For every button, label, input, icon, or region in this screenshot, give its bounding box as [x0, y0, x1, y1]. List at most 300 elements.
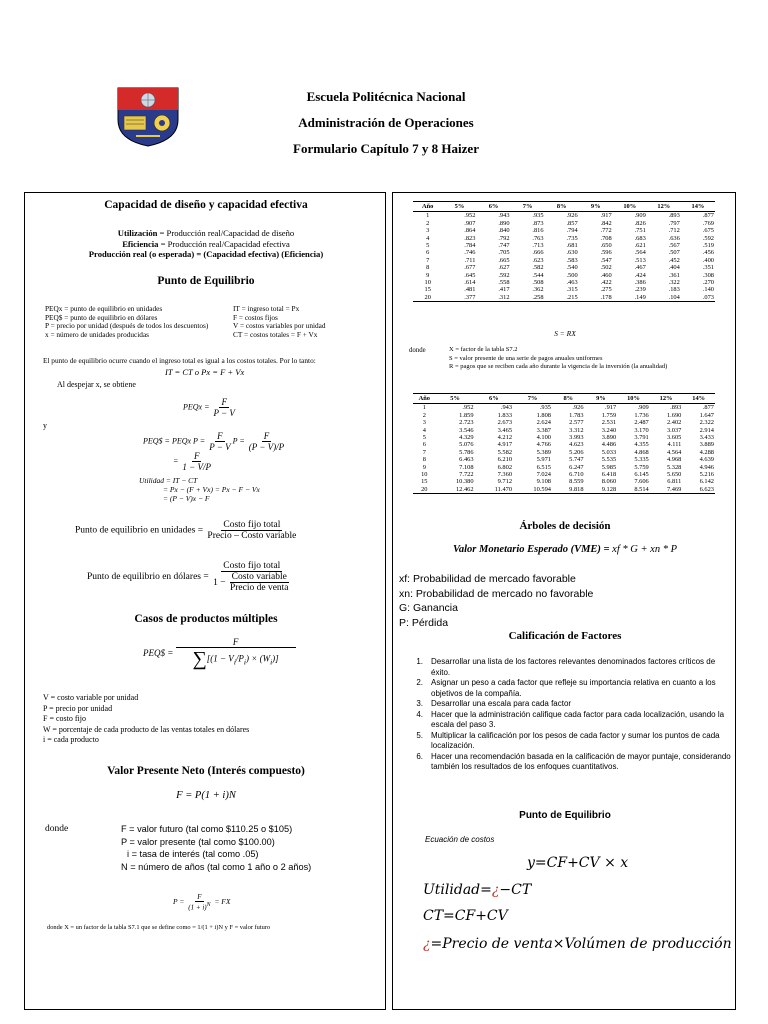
table-cell: .746: [464, 249, 476, 257]
table-cell: .857: [566, 219, 578, 227]
table-cell: 6: [426, 249, 430, 257]
table-cell: 1.647: [699, 411, 714, 419]
university-logo: [116, 86, 180, 148]
def-item: P = precio por unidad (después de todos los descuentos): [45, 321, 209, 331]
table-cell: .567: [668, 242, 680, 250]
table-cell: .275: [600, 286, 612, 294]
table-cell: .712: [668, 227, 680, 235]
table-row: [413, 441, 715, 448]
table-cell: .826: [634, 219, 646, 227]
table-header: 7%: [513, 394, 552, 404]
table-cell: .558: [498, 279, 510, 287]
table-cell: .073: [681, 294, 715, 302]
table-cell: 1.859: [459, 411, 474, 419]
breakeven-equation: IT = CT o Px = F + Vx: [165, 367, 245, 377]
table-cell: 1.759: [601, 411, 617, 419]
table-cell: 5.985: [601, 463, 617, 471]
def-item: PEQ$ = punto de equilibrio en dólares: [45, 312, 158, 322]
table-cell: 9.818: [552, 486, 585, 494]
table-cell: 5.033: [601, 448, 617, 456]
table-header: 9%: [585, 394, 618, 404]
table-cell: 2.673: [497, 419, 513, 427]
multi-def-item: W = porcentaje de cada producto de las ventas totales en dólares: [43, 724, 250, 734]
table-cell: 7.469: [650, 486, 683, 494]
left-column: [24, 192, 386, 1010]
table-row: [413, 264, 715, 271]
table-cell: 9: [426, 271, 430, 279]
pv-lhs: P =: [173, 896, 185, 906]
list-item: 2. Asignar un peso a cada factor que refleje su importancia relativa en cuanto a los objetivos de la compañía.: [397, 678, 731, 699]
multi-product-definitions: [43, 693, 249, 746]
step-text: Desarrollar una escala para cada factor: [431, 699, 572, 708]
table-cell: 4.212: [497, 434, 513, 442]
table-cell: .873: [532, 219, 544, 227]
table-cell: .636: [668, 234, 680, 242]
table-cell: 2.577: [569, 419, 584, 427]
table-header: 12%: [650, 394, 683, 404]
table-cell: 2.487: [634, 419, 649, 427]
table-cell: 4.917: [497, 441, 513, 449]
table-cell: .564: [634, 249, 646, 257]
table-cell: .792: [498, 234, 510, 242]
table-cell: .481: [464, 286, 476, 294]
table-cell: .952: [464, 212, 476, 220]
table-header: 10%: [613, 202, 647, 212]
table-cell: .507: [668, 249, 680, 257]
present-value-factor-table: [413, 201, 715, 302]
table-row: [413, 404, 715, 412]
utilization-formula: = Producción real/Capacidad de diseño: [157, 228, 295, 238]
table-cell: 5.582: [497, 448, 513, 456]
table-cell: 2.322: [699, 419, 714, 427]
table-cell: 6.463: [459, 456, 474, 464]
table-header: 9%: [579, 202, 613, 212]
annuity-definitions: [449, 346, 667, 372]
table-cell: 6.142: [699, 478, 714, 486]
solve-text: Al despejar x, se obtiene: [57, 380, 136, 389]
table-cell: .675: [702, 227, 714, 235]
header-form-title: Formulario Capítulo 7 y 8 Haizer: [293, 141, 479, 156]
table-cell: .404: [668, 264, 680, 272]
table-cell: 4.623: [569, 441, 584, 449]
table-row: [413, 449, 715, 456]
table-cell: .178: [579, 294, 613, 302]
def-item: CT = costos totales = F + Vx: [233, 329, 318, 339]
peq-dollar-lhs: PEQ$ = PEQx P =: [143, 436, 206, 446]
table-cell: 3.546: [459, 426, 474, 434]
table-cell: 6.210: [497, 456, 513, 464]
table-cell: .665: [498, 256, 510, 264]
total-cost-equation: CT=CF+CV: [423, 908, 508, 924]
table-cell: 6.247: [569, 463, 584, 471]
multi-product-title: Casos de productos múltiples: [134, 613, 278, 625]
table-cell: .582: [532, 264, 544, 272]
table-row: [413, 464, 715, 471]
npv-footnote: donde X = un factor de la tabla S7.1 que se define como = 1/(1 + i)N y F = valor futuro: [47, 924, 271, 931]
variable-item: xn: Probabilidad de mercado no favorable: [399, 587, 594, 600]
table-cell: 4.968: [666, 456, 682, 464]
table-row: [413, 227, 715, 234]
def-item: IT = ingreso total = Px: [233, 304, 300, 313]
table-row: [413, 419, 715, 426]
table-cell: .417: [498, 286, 510, 294]
table-cell: 3.605: [666, 434, 682, 442]
variable-item: G: Ganancia: [399, 602, 458, 614]
table-cell: 8.514: [617, 486, 650, 494]
table-header: 7%: [511, 202, 545, 212]
table-cell: 2.531: [601, 419, 617, 427]
table-cell: .104: [647, 294, 681, 302]
table-cell: .890: [498, 219, 510, 227]
right-column: [392, 192, 736, 1010]
table-cell: .877: [702, 404, 714, 412]
table-cell: .926: [566, 212, 578, 220]
capacity-title: Capacidad de diseño y capacidad efectiva: [104, 199, 308, 211]
table-cell: 7.606: [634, 478, 649, 486]
npv-definitions: [121, 823, 311, 873]
profit-line: Utilidad = IT − CT: [139, 476, 198, 485]
table-header: 5%: [436, 394, 475, 404]
table-cell: .424: [634, 271, 646, 279]
list-item: 4. Hacer que la administración califique cada factor para cada localización, usando la escala del paso 3.: [397, 710, 731, 731]
table-cell: 3: [426, 227, 430, 235]
table-cell: 4.288: [699, 448, 714, 456]
table-header: 6%: [476, 202, 510, 212]
table-cell: 6.802: [497, 463, 513, 471]
table-cell: .794: [566, 227, 578, 235]
def-item: x = número de unidades producidas: [45, 329, 150, 339]
table-cell: 6.811: [667, 478, 682, 486]
table-cell: 5.076: [459, 441, 474, 449]
table-cell: 7.108: [459, 463, 474, 471]
step-text: Asignar un peso a cada factor que refleje su importancia relativa en cuanto a los objetivos de la compañía.: [431, 678, 716, 698]
table-cell: 1.808: [536, 411, 551, 419]
breakeven-explanation: El punto de equilibrio ocurre cuando el ingreso total es igual a los costos totales. Por lo tanto:: [43, 356, 316, 365]
table-cell: .893: [668, 212, 680, 220]
table-cell: .400: [702, 256, 714, 264]
table-cell: 6.145: [634, 471, 649, 479]
table-header-row: [413, 394, 715, 404]
multi-def-item: i = cada producto: [43, 735, 99, 744]
multi-product-formula: PEQ$ = $\frac{F}{\sum[(1 - V_i/P_i) \times (W_i)]}$: [143, 637, 296, 671]
table-cell: .362: [532, 286, 544, 294]
table-cell: .621: [634, 242, 646, 250]
table-cell: .386: [634, 279, 646, 287]
table-cell: 6.623: [682, 486, 715, 494]
table-header-row: [413, 202, 715, 212]
step-text: Hacer una recomendación basada en la calificación de mayor puntaje, considerando también los resultados de los enfoques cuantitativos.: [431, 751, 731, 771]
list-item: 3. Desarrollar una escala para cada factor: [416, 699, 572, 708]
table-cell: 15: [421, 478, 428, 486]
table-cell: .519: [702, 242, 714, 250]
breakeven-dollars-formula: Punto de equilibrio en dólares = Costo fijo total 1 − $\frac{\text{Costo variable}}{\text{Precio de venta}}$: [87, 561, 289, 593]
table-cell: .614: [464, 279, 476, 287]
table-cell: 7: [422, 448, 426, 456]
table-cell: .650: [600, 242, 612, 250]
table-cell: .935: [539, 404, 551, 412]
table-row: [413, 412, 715, 419]
table-cell: 4: [426, 234, 430, 242]
production-label: Producción real (o esperada): [88, 249, 195, 259]
table-cell: .460: [600, 271, 612, 279]
breakeven-costs-title: Punto de Equilibrio: [519, 810, 611, 821]
table-cell: .140: [702, 286, 714, 294]
table-cell: .784: [464, 242, 476, 250]
profit-derivation: [139, 477, 260, 503]
table-cell: .816: [532, 227, 544, 235]
table-cell: 5.535: [601, 456, 617, 464]
list-item: 1. Desarrollar una lista de los factores relevantes denominados factores críticos de éxito.: [397, 657, 731, 678]
table-cell: 3.890: [601, 434, 617, 442]
npv-formula: F = P(1 + i)N: [176, 790, 236, 801]
table-cell: .351: [702, 264, 714, 272]
table-cell: 10.594: [513, 486, 552, 494]
table-row: [413, 220, 715, 227]
table-cell: 5.335: [634, 456, 649, 464]
table-cell: .596: [600, 249, 612, 257]
table-cell: 6.710: [569, 471, 584, 479]
table-cell: 2.402: [666, 419, 682, 427]
table-cell: 10: [424, 279, 431, 287]
table-row: [413, 456, 715, 463]
table-cell: 5.328: [666, 463, 682, 471]
table-cell: .149: [613, 294, 647, 302]
table-cell: .500: [566, 271, 578, 279]
table-cell: .645: [464, 271, 476, 279]
profit-line: = (P − V)x − F: [163, 493, 210, 503]
table-cell: .322: [668, 279, 680, 287]
table-cell: 5.216: [699, 471, 714, 479]
table-cell: .769: [702, 219, 714, 227]
table-cell: 4.946: [699, 463, 714, 471]
table-cell: 3.791: [634, 434, 649, 442]
decision-trees-title: Árboles de decisión: [519, 520, 611, 532]
table-cell: 9.128: [585, 486, 618, 494]
multi-def-item: P = precio por unidad: [43, 703, 113, 713]
factor-rating-steps: [397, 657, 731, 773]
table-cell: .467: [634, 264, 646, 272]
table-cell: 15: [424, 286, 431, 294]
table-cell: 2.723: [459, 419, 474, 427]
table-cell: .751: [634, 227, 646, 235]
table-cell: .713: [532, 242, 544, 250]
table-cell: 9.108: [536, 478, 551, 486]
table-cell: 3.993: [569, 434, 584, 442]
table-cell: .840: [498, 227, 510, 235]
table-cell: .823: [464, 234, 476, 242]
production-formula: = (Capacidad efectiva) (Eficiencia): [194, 249, 324, 259]
table-cell: 20: [413, 486, 436, 494]
table-cell: 5.786: [459, 448, 474, 456]
table-cell: 20: [413, 294, 442, 302]
factor-rating-title: Calificación de Factores: [508, 630, 622, 642]
utilization-label: Utilización: [117, 228, 158, 238]
multi-numerator: F: [176, 637, 296, 648]
table-cell: .508: [532, 279, 544, 287]
table-cell: .952: [462, 404, 474, 412]
header-course: Administración de Operaciones: [298, 115, 474, 130]
table-row: [413, 434, 715, 441]
revenue-eq-symbol: ¿: [423, 936, 431, 952]
table-cell: 4.111: [667, 441, 682, 449]
table-cell: 3.312: [569, 426, 584, 434]
table-cell: .708: [600, 234, 612, 242]
table-cell: .540: [566, 264, 578, 272]
emv-label: Valor Monetario Esperado (VME) =: [453, 544, 610, 555]
annuity-formula: S = RX: [554, 329, 576, 338]
table-cell: 8.559: [569, 478, 584, 486]
cost-equation-label: Ecuación de costos: [425, 835, 495, 844]
def-item: F = costos fijos: [233, 312, 278, 322]
table-header: 5%: [442, 202, 476, 212]
table-cell: 4.868: [634, 448, 649, 456]
peq-dollar-simplified: = $\frac{F}{1 - V/P}$: [173, 451, 211, 472]
breakeven-dollars-inner-den: Precio de venta: [229, 583, 289, 593]
table-row: [413, 235, 715, 242]
variable-item: P: Pérdida: [399, 616, 449, 629]
table-cell: .592: [702, 234, 714, 242]
table-cell: 3: [422, 419, 426, 427]
table-header: Año: [413, 394, 436, 404]
table-cell: 4.564: [666, 448, 682, 456]
profit-line: = Px − (F + Vx) = Px − F − Vx: [163, 484, 260, 494]
table-cell: 6.515: [536, 463, 551, 471]
table-row: [413, 249, 715, 256]
table-cell: .935: [532, 212, 544, 220]
table-cell: .943: [498, 212, 510, 220]
table-cell: .842: [600, 219, 612, 227]
y-connector: y: [43, 421, 47, 430]
efficiency-label: Eficiencia: [122, 238, 159, 249]
table-cell: 8: [422, 456, 426, 464]
table-row: [413, 279, 715, 286]
step-text: Desarrollar una lista de los factores relevantes denominados factores críticos de éxito.: [431, 657, 716, 677]
table-cell: 4.766: [536, 441, 551, 449]
table-cell: .763: [532, 234, 544, 242]
table-cell: 11.470: [475, 486, 513, 494]
table-cell: 3.240: [601, 426, 617, 434]
table-cell: .735: [566, 234, 578, 242]
profit-eq-lhs: Utilidad=: [423, 882, 492, 898]
table-cell: 4.486: [601, 441, 617, 449]
capacity-definitions: [25, 228, 387, 260]
variable-item: xf: Probabilidad de mercado favorable: [399, 573, 576, 585]
revenue-equation: [423, 936, 732, 952]
annuity-def-item: X = factor de la tabla S7.2: [449, 346, 518, 353]
table-header: 8%: [552, 394, 585, 404]
annuity-def-item: S = valor presente de una serie de pagos anuales uniformes: [449, 354, 603, 362]
present-value-formula: P = $\frac{F}{(1 + i)^N}$ = FX: [173, 893, 231, 912]
table-cell: .683: [634, 234, 646, 242]
table-cell: 5: [426, 242, 430, 250]
table-cell: .513: [634, 256, 646, 264]
table-cell: .681: [566, 242, 578, 250]
table-cell: 9.712: [497, 478, 513, 486]
table-cell: .797: [668, 219, 680, 227]
table-cell: .909: [637, 404, 649, 412]
annuity-factor-table: [413, 393, 715, 494]
table-cell: 5.650: [666, 471, 682, 479]
table-row: [413, 486, 715, 494]
table-cell: 7.024: [536, 471, 551, 479]
table-cell: 2.914: [699, 426, 714, 434]
table-cell: .258: [511, 294, 545, 302]
npv-def-item: i = tasa de interés (tal como .05): [127, 849, 259, 859]
table-row: [413, 427, 715, 434]
table-cell: 3.433: [699, 434, 714, 442]
table-cell: 3.465: [497, 426, 513, 434]
table-cell: 4.639: [699, 456, 714, 464]
npv-donde: donde: [45, 824, 69, 834]
table-cell: .917: [600, 212, 612, 220]
table-cell: 9: [422, 463, 426, 471]
table-cell: .215: [545, 294, 579, 302]
table-header: 14%: [681, 202, 715, 212]
table-cell: .463: [566, 279, 578, 287]
table-cell: .711: [464, 256, 476, 264]
def-item: V = costos variables por unidad: [233, 321, 326, 331]
table-cell: .772: [600, 227, 612, 235]
table-cell: .312: [476, 294, 510, 302]
table-row: [413, 212, 715, 220]
npv-title: Valor Presente Neto (Interés compuesto): [107, 765, 305, 777]
table-cell: 5.759: [634, 463, 649, 471]
def-item: PEQx = punto de equilibrio en unidades: [45, 304, 163, 313]
table-cell: 3.387: [536, 426, 551, 434]
table-cell: 2.624: [536, 419, 551, 427]
table-cell: 1: [426, 212, 430, 220]
table-row: [413, 257, 715, 264]
annuity-def-item: R = pagos que se reciben cada año durante la vigencia de la inversión (la anualidad): [449, 363, 668, 371]
breakeven-units-label: Punto de equilibrio en unidades =: [75, 525, 204, 536]
table-cell: 7.722: [459, 471, 474, 479]
table-header: 12%: [647, 202, 681, 212]
table-cell: 3.889: [699, 441, 714, 449]
peq-dollar-formula: PEQ$ = PEQx P = $\frac{F}{P - V}$ P = $\frac{F}{(P - V)/P}$: [143, 431, 285, 452]
table-cell: .630: [566, 249, 578, 257]
list-item: 6. Hacer una recomendación basada en la calificación de mayor puntaje, considerando también los resultados de los enfoques cuantitativos.: [416, 751, 731, 771]
multi-def-item: F = costo fijo: [43, 714, 86, 723]
breakeven-dollars-inner-num: Costo variable: [231, 572, 287, 582]
breakeven-dollars-numerator: Costo fijo total: [223, 561, 281, 571]
table-cell: .877: [702, 212, 714, 220]
table-cell: 1.736: [634, 411, 649, 419]
efficiency-formula: = Producción real/Capacidad efectiva: [158, 238, 290, 249]
table-cell: 5: [422, 434, 426, 442]
peqx-lhs: PEQx =: [183, 402, 210, 412]
table-cell: .547: [600, 256, 612, 264]
table-cell: 4.329: [459, 434, 474, 442]
table-cell: .502: [600, 264, 612, 272]
table-header: Año: [413, 202, 442, 212]
table-cell: 5.389: [536, 448, 551, 456]
table-cell: 8: [426, 264, 430, 272]
multi-lhs: PEQ$ =: [143, 648, 174, 659]
table-cell: 10.380: [455, 478, 474, 486]
table-row: [413, 294, 715, 302]
table-cell: .422: [600, 279, 612, 287]
table-header: 6%: [475, 394, 513, 404]
breakeven-units-formula: [75, 520, 298, 541]
table-cell: 7.360: [497, 471, 513, 479]
table-cell: .666: [532, 249, 544, 257]
table-cell: 4.100: [536, 434, 551, 442]
table-cell: .315: [566, 286, 578, 294]
table-row: [413, 272, 715, 279]
table-row: [413, 242, 715, 249]
table-cell: 5.971: [536, 456, 551, 464]
peqx-formula: PEQx = $\frac{F}{P - V}$: [183, 397, 235, 418]
